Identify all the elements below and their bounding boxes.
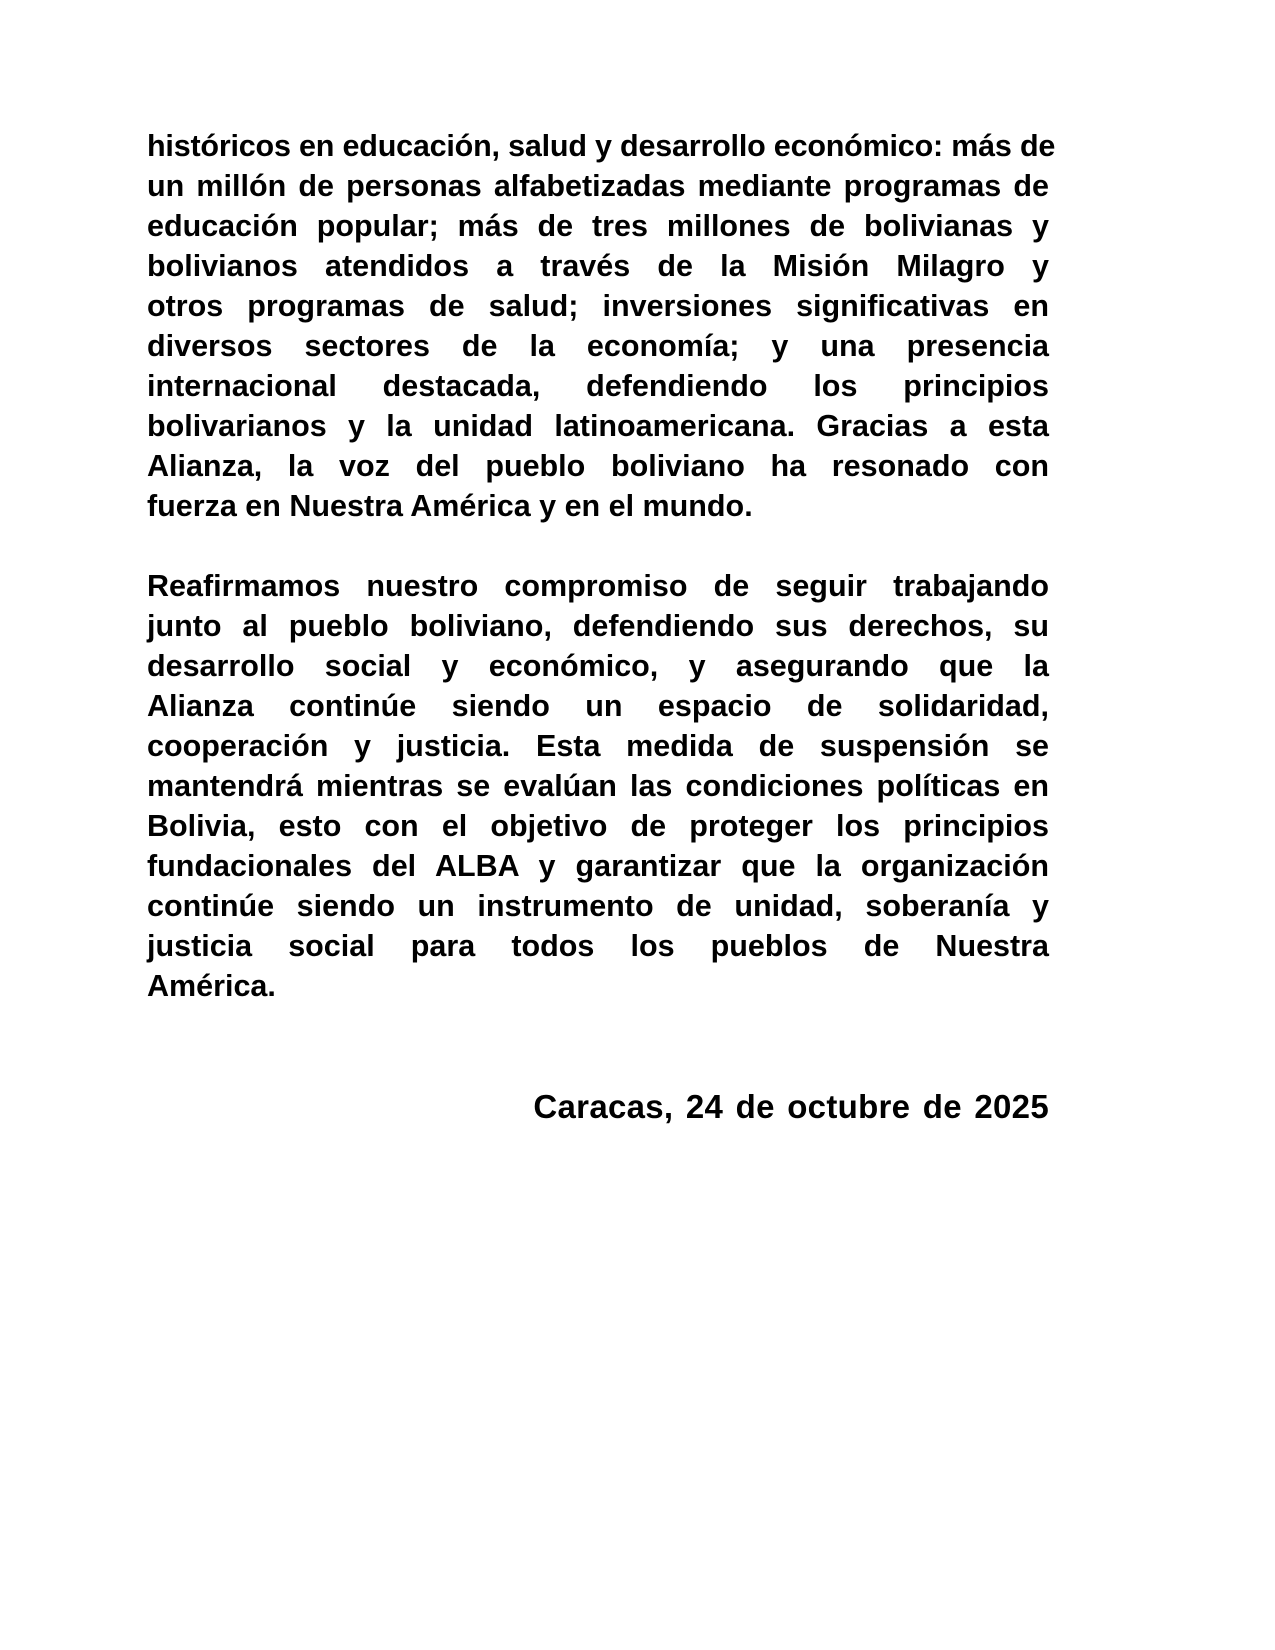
paragraph-line: Alianza, la voz del pueblo boliviano ha resonado con — [147, 449, 1049, 483]
paragraph-line: históricos en educación, salud y desarrollo económico: más de — [147, 129, 1056, 163]
paragraph-line: mantendrá mientras se evalúan las condiciones políticas en — [147, 769, 1049, 803]
paragraph-spacer — [147, 526, 1049, 566]
paragraph-line: fundacionales del ALBA y garantizar que la organización — [147, 849, 1049, 883]
paragraph-line: Bolivia, esto con el objetivo de proteger los principios — [147, 809, 1049, 843]
paragraph-line: continúe siendo un instrumento de unidad, soberanía y — [147, 889, 1049, 923]
dateline: Caracas, 24 de octubre de 2025 — [533, 1088, 1049, 1125]
dateline-row — [147, 1086, 1049, 1128]
paragraph-line: justicia social para todos los pueblos de Nuestra — [147, 929, 1049, 963]
paragraph-compromiso — [147, 566, 1049, 1006]
paragraph-line: un millón de personas alfabetizadas mediante programas de — [147, 169, 1049, 203]
paragraph-line: desarrollo social y económico, y asegurando que la — [147, 649, 1049, 683]
paragraph-line: cooperación y justicia. Esta medida de suspensión se — [147, 729, 1049, 763]
paragraph-line: bolivianos atendidos a través de la Misión Milagro y — [147, 249, 1049, 283]
paragraph-line: otros programas de salud; inversiones significativas en — [147, 289, 1049, 323]
paragraph-line: educación popular; más de tres millones de bolivianas y — [147, 209, 1049, 243]
paragraph-line: Alianza continúe siendo un espacio de solidaridad, — [147, 689, 1049, 723]
paragraph-line: junto al pueblo boliviano, defendiendo sus derechos, su — [147, 609, 1049, 643]
paragraph-line: fuerza en Nuestra América y en el mundo. — [147, 489, 753, 523]
document-body — [147, 126, 1056, 1128]
paragraph-line: Reafirmamos nuestro compromiso de seguir trabajando — [147, 569, 1049, 603]
paragraph-line: América. — [147, 969, 276, 1003]
paragraph-line: bolivarianos y la unidad latinoamericana. Gracias a esta — [147, 409, 1049, 443]
paragraph-line: internacional destacada, defendiendo los principios — [147, 369, 1049, 403]
paragraph-continuation — [147, 126, 1056, 526]
paragraph-line: diversos sectores de la economía; y una presencia — [147, 329, 1049, 363]
